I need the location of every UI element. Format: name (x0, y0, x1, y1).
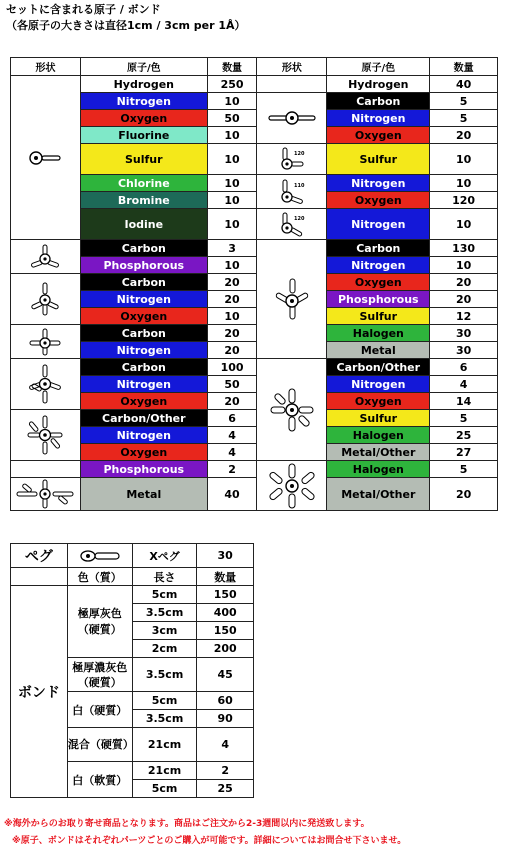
bond-length: 21cm (132, 762, 197, 780)
atom-cell: Nitrogen (327, 257, 430, 274)
atom-cell: Metal (327, 342, 430, 359)
atom-cell: Nitrogen (327, 376, 430, 393)
atom-cell: Metal/Other (327, 478, 430, 511)
qty-cell: 20 (207, 393, 257, 410)
header-title: セットに含まれる原子 / ボンド (6, 3, 161, 16)
atom-cell: Hydrogen (327, 76, 430, 93)
qty-cell: 20 (430, 127, 498, 144)
bond-label: ボンド (11, 586, 68, 798)
qty-cell: 10 (207, 127, 257, 144)
atom-cell: Sulfur (327, 144, 430, 175)
qty-cell: 4 (430, 376, 498, 393)
header-shape: 形状 (11, 58, 81, 76)
qty-cell: 50 (207, 376, 257, 393)
svg-text:120: 120 (293, 216, 305, 222)
atom-cell: Sulfur (327, 410, 430, 427)
atom-cell: Halogen (327, 427, 430, 444)
qty-cell: 5 (430, 410, 498, 427)
octahedral-icon (11, 410, 81, 461)
tetrahedral-icon (257, 240, 327, 359)
qty-cell: 5 (430, 93, 498, 110)
qty-cell: 20 (207, 342, 257, 359)
bond-qty: 200 (197, 640, 254, 658)
atom-cell: Nitrogen (80, 376, 207, 393)
bond-length: 3cm (132, 622, 197, 640)
header-qty: 数量 (207, 58, 257, 76)
bent-prong-icon (257, 209, 327, 240)
qty-cell: 4 (207, 444, 257, 461)
atom-cell: Oxygen (80, 393, 207, 410)
atom-cell: Metal/Other (327, 444, 430, 461)
atom-cell: Oxygen (327, 127, 430, 144)
qty-cell: 30 (430, 325, 498, 342)
atom-cell: Phosphorous (80, 257, 207, 274)
bond-length: 2cm (132, 640, 197, 658)
bond-qty: 90 (197, 710, 254, 728)
trigonal-icon (11, 325, 81, 359)
bond-length: 5cm (132, 586, 197, 604)
peg-qty: 30 (197, 544, 254, 568)
atom-cell: Metal (80, 478, 207, 511)
cubic-icon (257, 461, 327, 511)
qty-cell: 10 (430, 175, 498, 192)
atom-cell: Hydrogen (80, 76, 207, 93)
header-atom-color: 原子/色 (327, 58, 430, 76)
bond-length: 3.5cm (132, 658, 197, 692)
octahedral-icon (257, 359, 327, 461)
qty-cell: 10 (207, 175, 257, 192)
bond-qty: 2 (197, 762, 254, 780)
bond-color: 白（軟質） (67, 762, 132, 798)
qty-cell: 10 (430, 144, 498, 175)
header-length: 長さ (132, 568, 197, 586)
qty-cell: 6 (430, 359, 498, 376)
bond-color: 極厚灰色（硬質） (67, 586, 132, 658)
atom-cell: Oxygen (327, 192, 430, 209)
atom-cell: Oxygen (80, 444, 207, 461)
header-subtitle: （各原子の大きさは直径1cm / 3cm per 1Å） (6, 19, 246, 32)
qty-cell: 20 (430, 291, 498, 308)
bond-qty: 45 (197, 658, 254, 692)
qty-cell: 14 (430, 393, 498, 410)
atom-cell: Nitrogen (80, 291, 207, 308)
bond-length: 5cm (132, 692, 197, 710)
bond-length: 3.5cm (132, 604, 197, 622)
bent-prong-icon (257, 175, 327, 209)
atom-cell: Carbon (80, 359, 207, 376)
trigonal-bipyramid-icon (11, 359, 81, 410)
qty-cell: 10 (207, 308, 257, 325)
atom-cell: Nitrogen (327, 110, 430, 127)
atom-cell: Phosphorous (80, 461, 207, 478)
qty-cell: 30 (430, 342, 498, 359)
empty-cell (11, 568, 68, 586)
bent-prong-icon (257, 144, 327, 175)
single-prong-icon (11, 76, 81, 240)
atom-cell: Nitrogen (80, 93, 207, 110)
atom-cell: Bromine (80, 192, 207, 209)
qty-cell: 5 (430, 461, 498, 478)
header-qty: 数量 (430, 58, 498, 76)
atom-cell: Carbon (80, 274, 207, 291)
qty-cell: 10 (207, 192, 257, 209)
atom-cell: Carbon (327, 240, 430, 257)
qty-cell: 100 (207, 359, 257, 376)
qty-cell: 10 (207, 93, 257, 110)
atom-cell: Fluorine (80, 127, 207, 144)
peg-icon (67, 544, 132, 568)
atom-cell: Nitrogen (80, 427, 207, 444)
tripod-icon (11, 240, 81, 274)
empty-shape-cell (11, 461, 81, 478)
qty-cell: 12 (430, 308, 498, 325)
hydrogen-shape-cell (257, 76, 327, 93)
bond-qty: 150 (197, 586, 254, 604)
svg-text:110: 110 (293, 182, 305, 189)
qty-cell: 40 (207, 478, 257, 511)
tetrahedral-icon (11, 274, 81, 325)
shipping-note: ※海外からのお取り寄せ商品となります。商品はご注文から2-3週間以内に発送致します。 (4, 819, 370, 829)
qty-cell: 10 (430, 257, 498, 274)
bond-color: 極厚濃灰色（硬質） (67, 658, 132, 692)
atom-cell: Halogen (327, 461, 430, 478)
atom-cell: Phosphorous (327, 291, 430, 308)
bond-qty: 400 (197, 604, 254, 622)
atom-cell: Halogen (327, 325, 430, 342)
atom-cell: Sulfur (327, 308, 430, 325)
qty-cell: 20 (207, 274, 257, 291)
peg-bond-table (10, 543, 254, 798)
peg-type: Xペグ (132, 544, 197, 568)
double-prong-icon (257, 93, 327, 144)
atom-cell: Chlorine (80, 175, 207, 192)
bond-qty: 4 (197, 728, 254, 762)
atom-cell: Carbon/Other (327, 359, 430, 376)
qty-cell: 10 (207, 257, 257, 274)
qty-cell: 50 (207, 110, 257, 127)
atom-cell: Nitrogen (80, 342, 207, 359)
qty-cell: 10 (430, 209, 498, 240)
qty-cell: 250 (207, 76, 257, 93)
bond-qty: 150 (197, 622, 254, 640)
atom-cell: Nitrogen (327, 209, 430, 240)
qty-cell: 3 (207, 240, 257, 257)
atom-cell: Carbon (327, 93, 430, 110)
octahedral-spread-icon (11, 478, 81, 511)
bond-length: 3.5cm (132, 710, 197, 728)
peg-label: ペグ (11, 544, 68, 568)
atoms-table (10, 57, 498, 511)
qty-cell: 20 (430, 478, 498, 511)
header-qty: 数量 (197, 568, 254, 586)
bond-qty: 25 (197, 780, 254, 798)
atom-cell: Carbon (80, 240, 207, 257)
atom-cell: Oxygen (327, 274, 430, 291)
atom-cell: Oxygen (80, 110, 207, 127)
atom-cell: Iodine (80, 209, 207, 240)
qty-cell: 10 (207, 209, 257, 240)
qty-cell: 27 (430, 444, 498, 461)
bond-length: 21cm (132, 728, 197, 762)
atom-cell: Oxygen (80, 308, 207, 325)
header-atom-color: 原子/色 (80, 58, 207, 76)
bond-color: 白（硬質） (67, 692, 132, 728)
atom-cell: Oxygen (327, 393, 430, 410)
bond-length: 5cm (132, 780, 197, 798)
bond-qty: 60 (197, 692, 254, 710)
qty-cell: 40 (430, 76, 498, 93)
atom-cell: Nitrogen (327, 175, 430, 192)
atom-cell: Carbon/Other (80, 410, 207, 427)
qty-cell: 10 (207, 144, 257, 175)
header-shape: 形状 (257, 58, 327, 76)
atom-cell: Carbon (80, 325, 207, 342)
qty-cell: 6 (207, 410, 257, 427)
qty-cell: 130 (430, 240, 498, 257)
qty-cell: 5 (430, 110, 498, 127)
qty-cell: 4 (207, 427, 257, 444)
header-color: 色（質） (67, 568, 132, 586)
atom-cell: Sulfur (80, 144, 207, 175)
qty-cell: 20 (207, 291, 257, 308)
parts-note: ※原子、ボンドはそれぞれパーツごとのご購入が可能です。詳細についてはお問合せ下さいませ。 (12, 836, 407, 846)
qty-cell: 20 (430, 274, 498, 291)
qty-cell: 20 (207, 325, 257, 342)
svg-text:120: 120 (293, 151, 305, 157)
qty-cell: 120 (430, 192, 498, 209)
qty-cell: 2 (207, 461, 257, 478)
bond-color: 混合（硬質） (67, 728, 132, 762)
page-header (6, 2, 246, 34)
qty-cell: 25 (430, 427, 498, 444)
